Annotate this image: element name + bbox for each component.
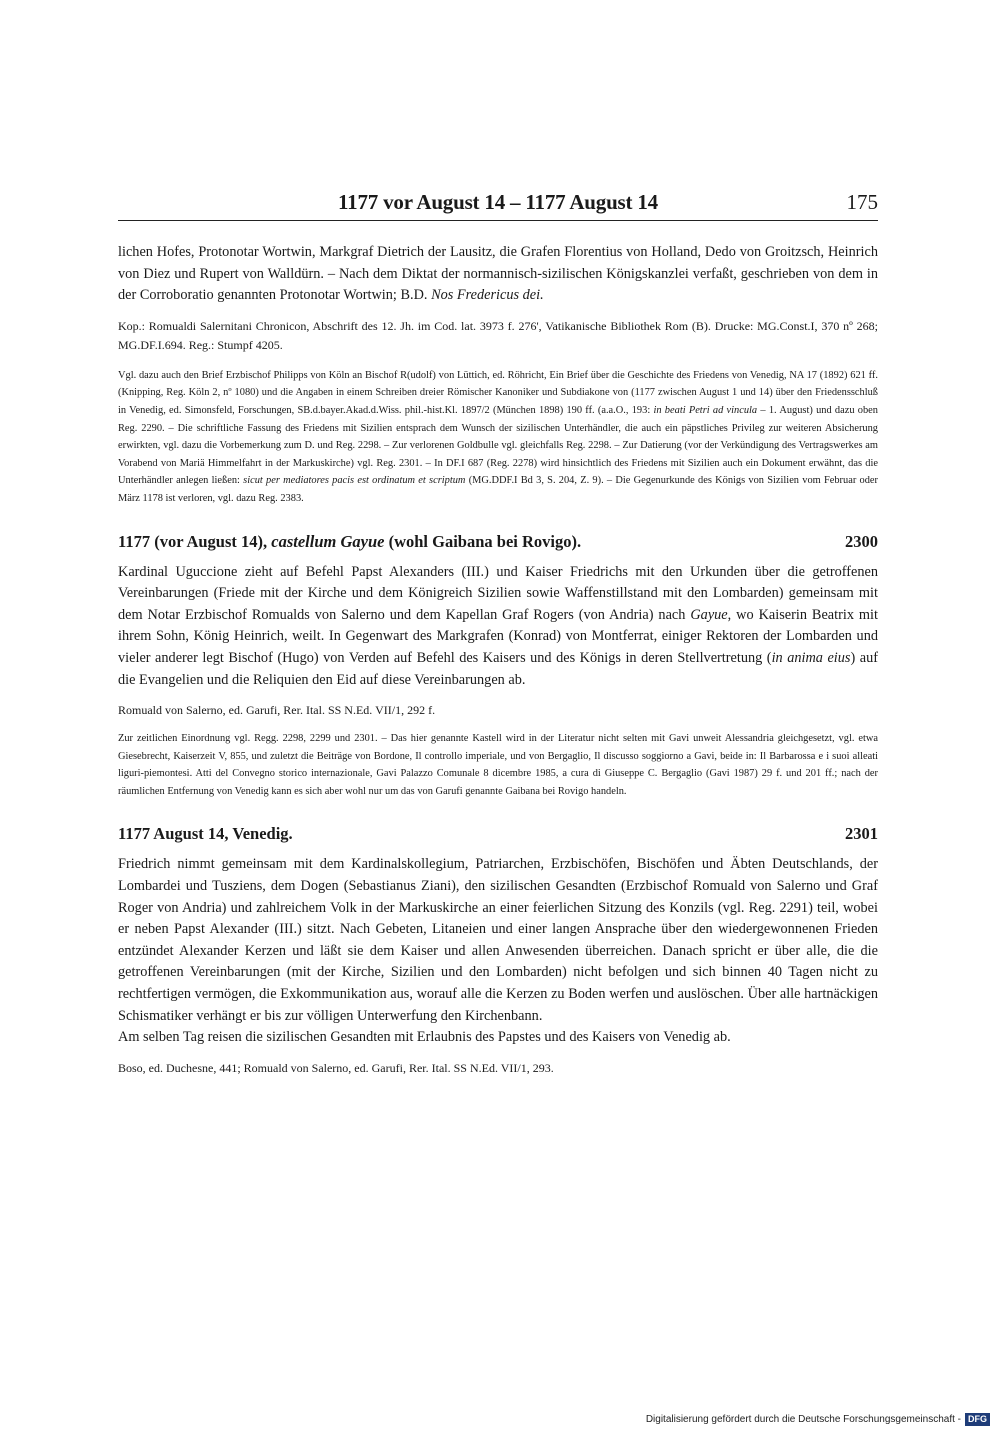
entry-2301-text-2: Am selben Tag reisen die sizilischen Gesandten mit Erlaubnis des Papstes und des Kaisers von Venedig ab. [118,1029,731,1046]
entry-2301-text: Friedrich nimmt gemeinsam mit dem Kardinalskollegium, Patriarchen, Erzbischöfen, Bischöfen und Äbten Deutschlands, der Lombardei und Tusziens, dem Dogen (Sebastianus Ziani), den sizilischen Gesandten (Erzbischof Romuald von Salerno und Graf Roger von Andria) und zahlreichem Volk in der Markuskirche an einer feierlichen Sitzung des Konzils (vgl. Reg. 2291) teil, wobei er neben Papst Alexander (III.) sitzt. Nach Gebeten, Litaneien und einer langen Ansprache über den wiedergewonnenen Frieden entzündet Alexander Kerzen und läßt sie dem Kaiser und allen Anwesenden überreichen. Danach spricht er über alle, die die getroffenen Vereinbarungen (mit der Kirche, Sizilien und den Lombarden) nicht befolgen und sich binnen 40 Tagen nicht zu rechtfertigen vermögen, die Exkommunikation aus, worauf alle die Kerzen zu Boden werfen und auslöschen. Über alle hartnäckigen Schismatiker verhängt er bis zur völligen Unterwerfung den Kirchenbann. [118,856,878,1024]
dfg-logo: DFG [965,1413,990,1426]
entry-2300-text: Kardinal Uguccione zieht auf Befehl Papst Alexanders (III.) und Kaiser Friedrichs mit den Urkunden über die getroffenen Vereinbarungen (Friede mit der Kirche und dem Königreich Sizilien sowie Waffenstillstand mit den Lombarden) gemeinsam mit dem Notar Erzbischof Romualds von Salerno und dem Kapellan Graf Rogers (von Andria) nach Gayue, wo Kaiserin Beatrix mit ihrem Sohn, König Heinrich, weilt. In Gegenwart des Markgrafen (Konrad) von Montferrat, einiger Rektoren der Lombarden und vieler anderer legt Bischof (Hugo) von Verden auf Befehl des Kaisers und des Königs in deren Stellvertretung (in anima eius) auf die Evangelien und die Reliquien den Eid auf diese Vereinbarungen ab. [118,563,879,688]
entry-2300-heading [118,532,878,552]
page [118,190,878,1078]
page-number: 175 [846,190,878,214]
continuation-sources: Kop.: Romualdi Salernitani Chronicon, Abschrift des 12. Jh. im Cod. lat. 3973 f. 276', Vatikanische Bibliothek Rom (B). Drucke: MG.Const.I, 370 nº 268; MG.DF.I.694. Reg.: Stumpf 4205. [118,318,878,352]
entry-2300-title: 1177 (vor August 14), castellum Gayue (wohl Gaibana bei Rovigo). [118,531,582,551]
digitization-footer [646,1413,990,1426]
entry-2301-number: 2301 [845,824,878,844]
continuation-notes: Vgl. dazu auch den Brief Erzbischof Philipps von Köln an Bischof R(udolf) von Lüttich, ed. Röhricht, Ein Brief über die Geschichte des Friedens von Venedig, NA 17 (1892) 621 ff. (Knipping, Reg. Köln 2, nº 1080) und die Angaben in einem Schreiben dreier Römischer Kanoniker und Subdiakone von (1177 zwischen August 1 und 14) über den Friedensschluß in Venedig, ed. Simonsfeld, Forschungen, SB.d.bayer.Akad.d.Wiss. phil.-hist.Kl. 1897/2 (München 1898) 190 ff. (a.a.O., 193: in beati Petri ad vincula – 1. August) und dazu oben Reg. 2290. – Die schriftliche Fassung des Friedens mit Sizilien entsprach dem Wunsch der sizilischen Unterhändler, die auch ein päpstliches Privileg zur weiteren Absicherung erwirkten, vgl. dazu die Vorbemerkung zum D. und Reg. 2298. – Zur verlorenen Goldbulle vgl. gleichfalls Reg. 2298. – Zur Datierung (vor der Verkündigung des Vertragswerkes am Vorabend von Mariä Himmelfahrt in der Markuskirche) vgl. Reg. 2301. – In DF.I 687 (Reg. 2278) wird hinsichtlich des Friedens mit Sizilien auch ein Dokument erwähnt, das die Unterhändler anlegen ließen: sicut per mediatores pacis est ordinatum et scriptum (MG.DDF.I Bd 3, S. 204, Z. 9). – Die Gegenurkunde des Königs von Sizilien vom Februar oder März 1178 ist verloren, vgl. dazu Reg. 2383. [118,369,878,504]
running-title: 1177 vor August 14 – 1177 August 14 [338,190,658,214]
continuation-text: lichen Hofes, Protonotar Wortwin, Markgraf Dietrich der Lausitz, die Grafen Florentius von Holland, Dedo von Groitzsch, Heinrich von Diez und Rupert von Walldürn. – Nach dem Diktat der normannisch-sizilischen Königskanzlei verfaßt, geschrieben von dem in der Corroboratio genannten Protonotar Wortwin; B.D. Nos Fredericus dei. [118,244,878,304]
running-header [118,190,878,221]
entry-2301-title: 1177 August 14, Venedig. [118,824,293,844]
entry-2300-notes: Zur zeitlichen Einordnung vgl. Regg. 2298, 2299 und 2301. – Das hier genannte Kastell wird in der Literatur nicht selten mit Gavi unweit Alessandria gleichgesetzt, vgl. etwa Giesebrecht, Kaiserzeit V, 855, und zuletzt die Beiträge von Bordone, Il controllo imperiale, und von Bergaglio, Il discusso soggiorno a Gavi, beide in: Il Barbarossa e i suoi alleati liguri-piemontesi. Atti del Convegno storico internazionale, Gavi Palazzo Comunale 8 dicembre 1985, a cura di Giuseppe C. Bergaglio (Gavi 1987) 29 f. und 201 ff.; nach der räumlichen Entfernung von Venedig kann es sich aber wohl nur um das von Garufi genannte Gaibana bei Rovigo handeln. [118,733,878,797]
entry-2301-sources: Boso, ed. Duchesne, 441; Romuald von Salerno, ed. Garufi, Rer. Ital. SS N.Ed. VII/1, 293. [118,1060,554,1075]
footer-text: Digitalisierung gefördert durch die Deutsche Forschungsgemeinschaft - [645,1414,961,1425]
entry-2300-number: 2300 [845,531,878,551]
entry-2300-sources: Romuald von Salerno, ed. Garufi, Rer. Ital. SS N.Ed. VII/1, 292 f. [118,703,436,718]
entry-2301-heading [118,824,878,844]
